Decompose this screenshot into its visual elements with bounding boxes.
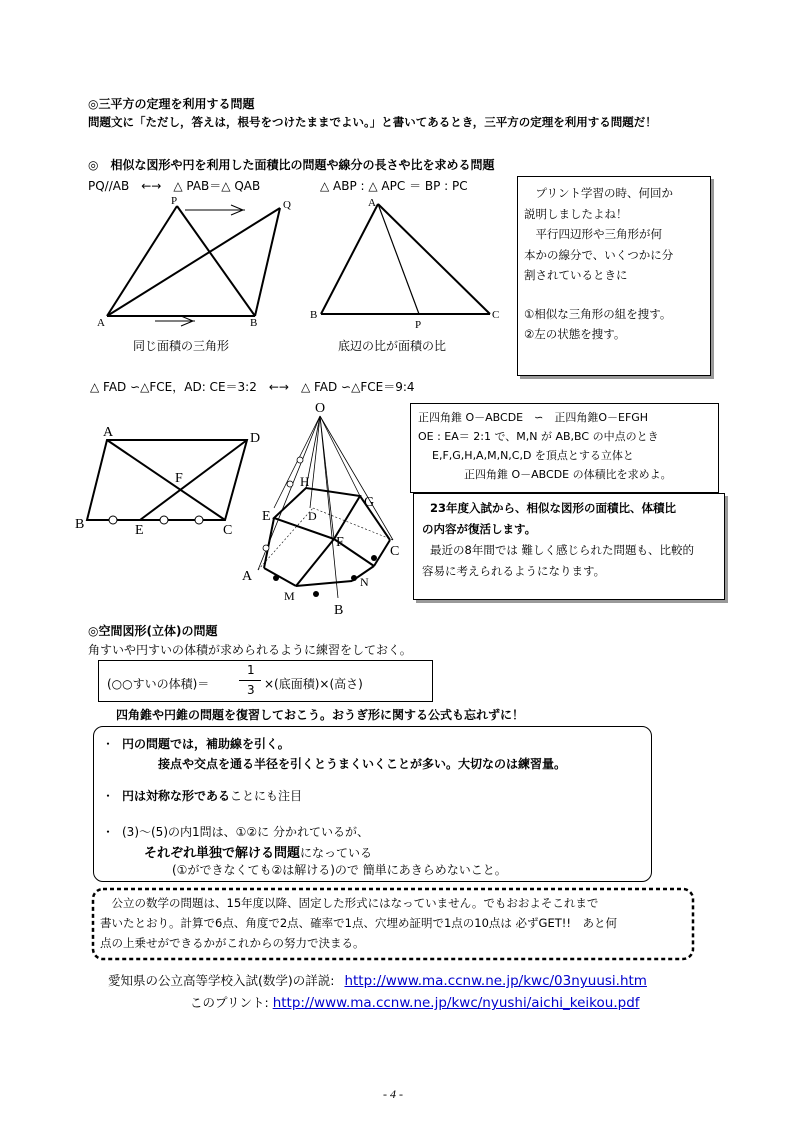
fig3-label-b: B	[75, 517, 85, 532]
fig4-label-f: F	[336, 535, 344, 550]
fig4-label-c: C	[390, 544, 400, 559]
note-line: ②左の状態を捜す。	[524, 327, 626, 341]
fig3-label-d: D	[250, 431, 261, 446]
pyramid-problem-line: 正四角錐 O－ABCDE の体積比を求めよ。	[464, 468, 672, 481]
summary-line: 公立の数学の問題は、15年度以降、固定した形式にはなっていません。でもおおよそこれまで	[100, 896, 599, 910]
note-line	[524, 286, 710, 304]
tip-circle-aux-line: 円の問題では，補助線を引く。	[122, 737, 290, 751]
fig2-label-a: A	[368, 197, 376, 209]
fig3-label-e: E	[135, 523, 144, 538]
fig4-label-o: O	[315, 401, 326, 416]
section1-heading: ◎三平方の定理を利用する問題	[88, 97, 255, 111]
fig2-caption: 底辺の比が面積の比	[338, 339, 447, 353]
notice-line: 最近の8年間では 難しく感じられた問題も、比較的	[430, 543, 694, 557]
bullet: ・	[102, 825, 115, 839]
note-line: 説明しましたよね！	[524, 206, 628, 221]
note-line: 本かの線分で、いくつかに分	[524, 247, 674, 262]
link-row-2	[190, 993, 640, 1011]
tip-radius: 接点や交点を通る半径を引くとうまくいくことが多い。大切なのは練習量。	[158, 757, 567, 771]
pyramid-problem-line: 正四角錐 O－ABCDE ∽ 正四角錐O－EFGH	[418, 411, 649, 424]
fig4-label-g: G	[364, 495, 375, 510]
exam-notice-box	[413, 493, 725, 600]
fig1-label-a: A	[97, 317, 105, 329]
page-number: - 4 -	[383, 1087, 403, 1101]
summary-line: 点の上乗せができるかがこれからの努力で決まる。	[100, 936, 365, 950]
fig1-label-p: P	[171, 195, 178, 207]
volume-formula-box	[98, 660, 433, 702]
fig2-label-c: C	[492, 309, 500, 321]
exam-detail-link[interactable]: http://www.ma.ccnw.ne.jp/kwc/03nyuusi.htm	[344, 973, 647, 989]
bullet: ・	[102, 789, 115, 803]
note-line: 割されているときに	[524, 268, 628, 282]
summary-line: 書いたとおり。計算で6点、角度で2点、確率で1点、穴埋め証明で1点の10点は 必ずGET!! あと何	[100, 916, 617, 930]
fig4-label-d: D	[308, 509, 317, 523]
fig1-label-q: Q	[283, 199, 291, 211]
fig2-label-p: P	[415, 319, 422, 331]
pyramid-figure	[238, 398, 408, 618]
pyramid-problem-box	[410, 403, 719, 493]
formula-denominator: 3	[247, 683, 255, 697]
bullet: ・	[102, 737, 115, 751]
formula-parallel: PQ//AB ←→ △ PAB＝△ QAB	[88, 179, 261, 193]
tip-dont-give-up: (①ができなくても②は解ける)ので 簡単にあきらめないこと。	[172, 863, 507, 877]
fig2-label-b: B	[310, 309, 318, 321]
note-box	[517, 176, 711, 376]
formula-ratio: △ ABP : △ APC ＝ BP : PC	[320, 179, 468, 193]
note-line: ①相似な三角形の組を捜す。	[524, 306, 672, 321]
fig1-caption: 同じ面積の三角形	[133, 339, 230, 353]
fig3-label-a: A	[103, 425, 114, 440]
formula-left: (○○すいの体積)＝	[107, 677, 210, 691]
section3-heading: ◎空間図形(立体)の問題	[88, 624, 218, 638]
base-ratio-figure	[308, 192, 513, 332]
fig4-label-n: N	[360, 575, 369, 589]
review-note: 四角錐や円錐の問題を復習しておこう。おうぎ形に関する公式も忘れずに！	[116, 708, 525, 722]
tip-independent: それぞれ単独で解ける問題になっている	[144, 846, 373, 861]
pyramid-problem-line: E,F,G,H,A,M,N,C,D を頂点とする立体と	[432, 449, 634, 462]
note-line: 平行四辺形や三角形が何	[524, 227, 662, 241]
link2-label: このプリント:	[190, 995, 269, 1010]
circle-tips-box	[93, 726, 652, 882]
formula-right: ×(底面積)×(高さ)	[264, 677, 363, 691]
fig4-label-b: B	[334, 603, 344, 618]
fig4-label-m: M	[284, 589, 295, 603]
link1-label: 愛知県の公立高等学校入試(数学)の詳説:	[108, 973, 335, 988]
section1-body: 問題文に「ただし，答えは，根号をつけたままでよい。」と書いてあるとき，三平方の定理を利用する問題だ！	[88, 115, 657, 129]
notice-line: 容易に考えられるようになります。	[422, 564, 606, 578]
parallel-triangles-figure	[95, 192, 305, 332]
formula-numerator: 1	[247, 663, 255, 677]
tip-subquestions: (3)～(5)の内1問は、①②に 分かれているが、	[122, 825, 369, 839]
summary-text	[100, 893, 617, 953]
tip-symmetry: 円は対称な形であることにも注目	[122, 789, 303, 803]
print-pdf-link[interactable]: http://www.ma.ccnw.ne.jp/kwc/nyushi/aichi_keikou.pdf	[272, 995, 640, 1011]
link-row-1	[108, 971, 647, 989]
pyramid-problem-line: OE : EA＝ 2:1 で、M,N が AB,BC の中点のとき	[418, 430, 659, 443]
note-line: プリント学習の時、何回か	[524, 186, 674, 200]
fig4-label-h: H	[300, 474, 310, 489]
fig3-label-f: F	[175, 471, 183, 486]
section2-heading: ◎ 相似な図形や円を利用した面積比の問題や線分の長さや比を求める問題	[88, 158, 495, 172]
notice-line: 23年度入試から、相似な図形の面積比、体積比	[430, 501, 677, 515]
fig1-label-b: B	[250, 317, 258, 329]
fig4-label-a: A	[242, 569, 253, 584]
formula-similar: △ FAD ∽△FCE，AD: CE＝3:2 ←→ △ FAD ∽△FCE＝9:4	[90, 380, 415, 394]
fraction-bar	[239, 680, 261, 681]
notice-line: の内容が復活します。	[422, 522, 537, 536]
fig3-label-c: C	[223, 523, 233, 538]
fig4-label-e: E	[262, 509, 271, 524]
section3-intro: 角すいや円すいの体積が求められるように練習をしておく。	[88, 643, 412, 657]
